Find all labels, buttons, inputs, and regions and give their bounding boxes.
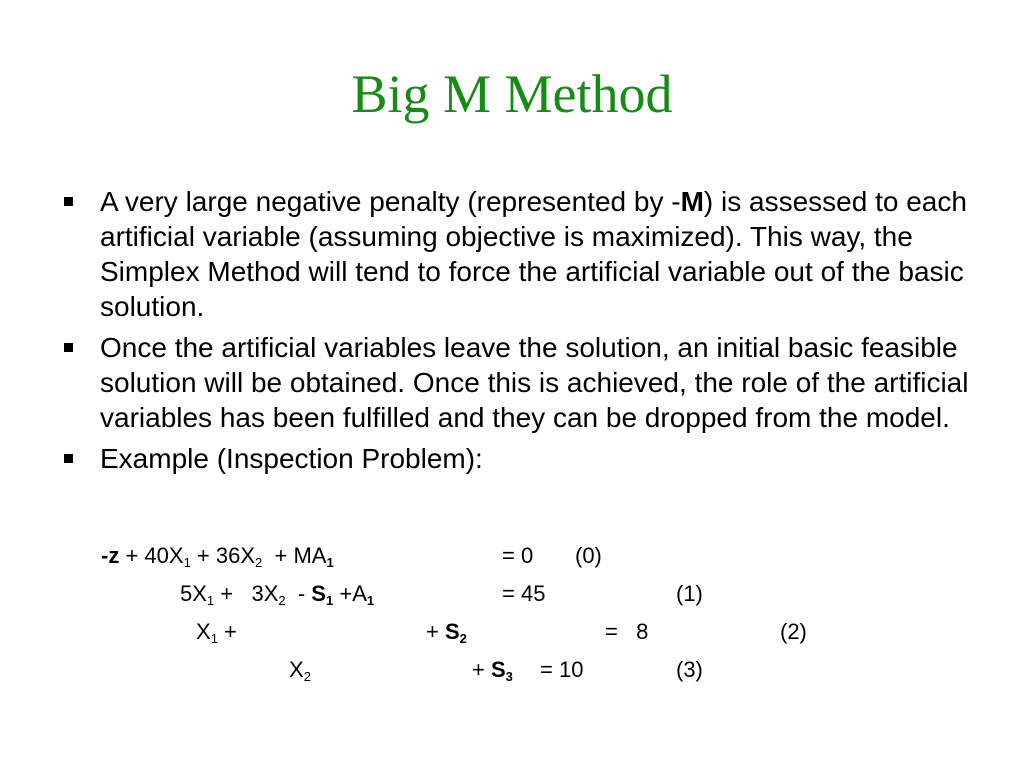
eq1-sub1: 1 (206, 593, 215, 608)
bullet-penalty (56, 184, 976, 324)
eq0-lhs (101, 543, 334, 569)
eq1-s-var: S (311, 581, 326, 606)
eq1-number: (1) (676, 581, 703, 606)
eq3-term2: + (472, 657, 491, 682)
eq1-term3: - (297, 581, 312, 606)
eq2-term2: + (224, 619, 237, 644)
eq0-sub2: 2 (255, 555, 263, 570)
eq2-slack (426, 619, 467, 645)
eq1-lhs (180, 581, 374, 607)
eq1-term2: + 3X (220, 581, 279, 606)
eq0-term1: + 40X (125, 543, 184, 568)
eq2-number: (2) (780, 619, 807, 644)
eq2-sub1: 1 (210, 631, 218, 646)
eq1-rhs: = 45 (502, 581, 546, 606)
bullet-penalty-m: M (680, 186, 704, 217)
square-bullet-icon (64, 454, 73, 463)
slide-title: Big M Method (351, 64, 673, 124)
eq2-s-var: S (444, 619, 460, 644)
eq0-term2: + 36X (196, 543, 256, 568)
eq3-rhs: = 10 (540, 657, 584, 682)
eq1-sub3: 1 (325, 593, 334, 608)
bullet-example (56, 441, 976, 476)
eq1-term4: +A (339, 581, 367, 606)
bullet-artificial-leave (56, 330, 976, 435)
eq3-sub1: 2 (303, 669, 311, 684)
eq3-sub2: 3 (505, 669, 513, 684)
bullet-penalty-text-b: ) is assessed to each artificial variable (assuming objective is maximized). This way, the Simplex Method will tend to force the artificial variable out of the basic solution. (100, 186, 967, 322)
eq2-rhs: = 8 (605, 619, 649, 644)
eq0-rhs: = 0 (502, 543, 534, 568)
eq0-number: (0) (575, 543, 602, 568)
bullet-penalty-text-a: A very large negative penalty (represented by - (100, 186, 681, 217)
eq2-lhs (196, 619, 237, 645)
bullet-list (56, 184, 976, 482)
eq3-term1: X (289, 657, 304, 682)
eq2-term1: X (196, 619, 211, 644)
eq3-number: (3) (676, 657, 703, 682)
eq3-lhs (289, 657, 311, 683)
eq2-sub3: 2 (459, 631, 467, 646)
bullet-example-text: Example (Inspection Problem): (100, 443, 483, 474)
square-bullet-icon (64, 343, 73, 352)
eq0-sub3: 1 (326, 555, 334, 570)
square-bullet-icon (64, 197, 73, 206)
eq0-neg-z: -z (101, 543, 120, 568)
eq1-sub4: 1 (366, 593, 375, 608)
eq2-term3: + (426, 619, 445, 644)
eq1-sub2: 2 (278, 593, 286, 608)
eq3-slack (472, 657, 513, 683)
eq3-s-var: S (490, 657, 506, 682)
eq0-sub1: 1 (183, 555, 191, 570)
bullet-artificial-leave-text: Once the artificial variables leave the solution, an initial basic feasible solution will be obtained. Once this is achieved, the role of the artificial variables has been fulfilled and they can be dropped from the model. (100, 332, 969, 433)
eq0-term3: + MA (274, 543, 327, 568)
eq1-term1: 5X (180, 581, 207, 606)
